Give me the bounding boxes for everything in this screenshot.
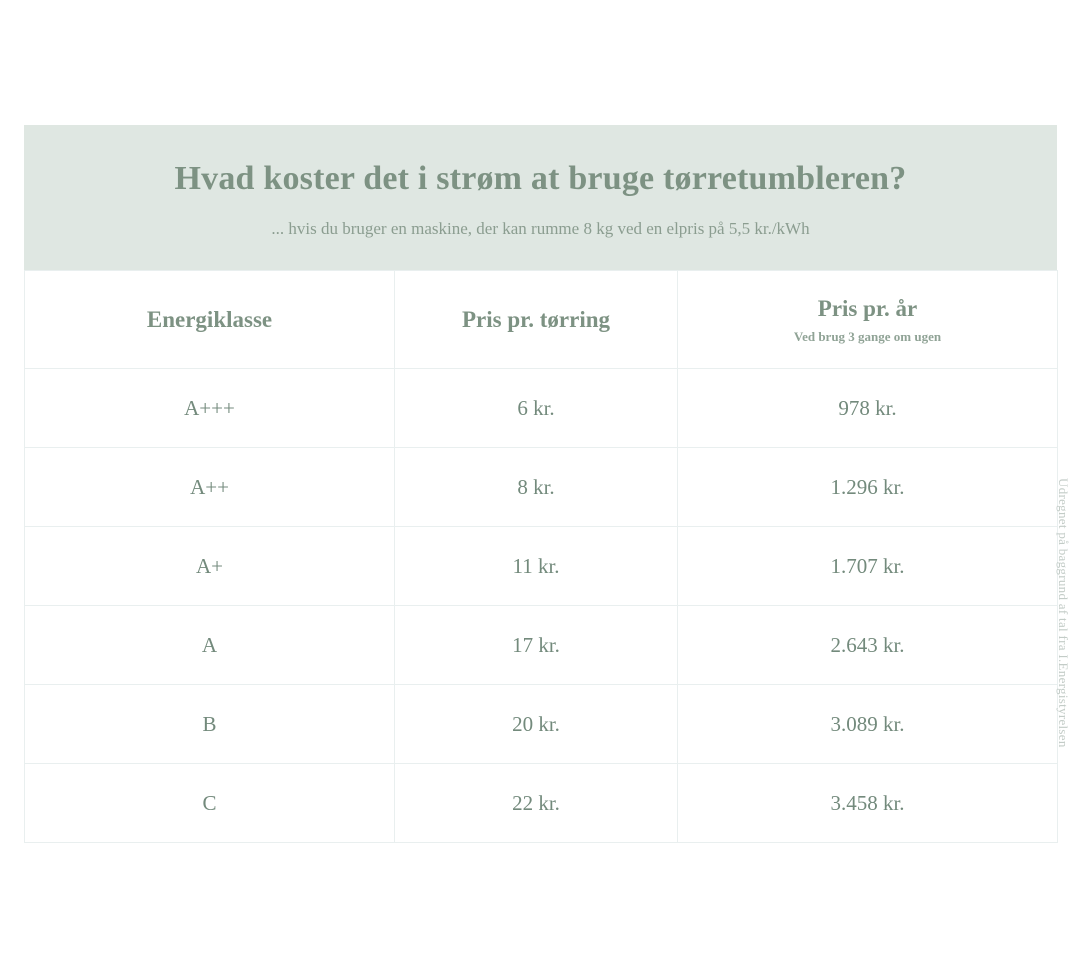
table-row	[25, 606, 1058, 685]
table-body	[25, 369, 1058, 843]
cell-price-per-year: 1.296 kr.	[678, 448, 1058, 527]
cell-price-per-year: 3.089 kr.	[678, 685, 1058, 764]
column-header-price-per-drying	[395, 271, 678, 369]
column-header-sublabel: Ved brug 3 gange om ugen	[793, 328, 942, 344]
column-header-price-per-year	[678, 271, 1058, 369]
card-banner	[24, 125, 1057, 270]
cell-price-per-drying: 11 kr.	[395, 527, 678, 606]
cell-price-per-year: 3.458 kr.	[678, 764, 1058, 843]
cell-energy-class: C	[25, 764, 395, 843]
cell-price-per-year: 2.643 kr.	[678, 606, 1058, 685]
cell-energy-class: B	[25, 685, 395, 764]
cell-price-per-year: 1.707 kr.	[678, 527, 1058, 606]
table-row	[25, 685, 1058, 764]
page-subtitle: ... hvis du bruger en maskine, der kan rumme 8 kg ved en elpris på 5,5 kr./kWh	[271, 219, 810, 239]
column-header-energy-class	[25, 271, 395, 369]
energy-cost-table	[24, 270, 1058, 843]
cell-price-per-drying: 22 kr.	[395, 764, 678, 843]
column-header-label: Pris pr. år	[817, 296, 918, 322]
cell-price-per-year: 978 kr.	[678, 369, 1058, 448]
table-header-row	[25, 271, 1058, 369]
column-header-label: Energiklasse	[146, 306, 273, 332]
column-header-label: Pris pr. tørring	[462, 306, 610, 332]
cell-energy-class: A+++	[25, 369, 395, 448]
source-attribution: Udregnet på baggrund af tal fra I.Energistyrelsen	[1056, 478, 1071, 748]
table-row	[25, 764, 1058, 843]
page-title: Hvad koster det i strøm at bruge tørretumbleren?	[174, 160, 907, 197]
cell-price-per-drying: 20 kr.	[395, 685, 678, 764]
cell-price-per-drying: 6 kr.	[395, 369, 678, 448]
cell-price-per-drying: 8 kr.	[395, 448, 678, 527]
table-row	[25, 527, 1058, 606]
table-row	[25, 448, 1058, 527]
table-header	[25, 271, 1058, 369]
cell-price-per-drying: 17 kr.	[395, 606, 678, 685]
cell-energy-class: A+	[25, 527, 395, 606]
cost-table-card	[24, 125, 1057, 843]
table-row	[25, 369, 1058, 448]
cell-energy-class: A	[25, 606, 395, 685]
cell-energy-class: A++	[25, 448, 395, 527]
